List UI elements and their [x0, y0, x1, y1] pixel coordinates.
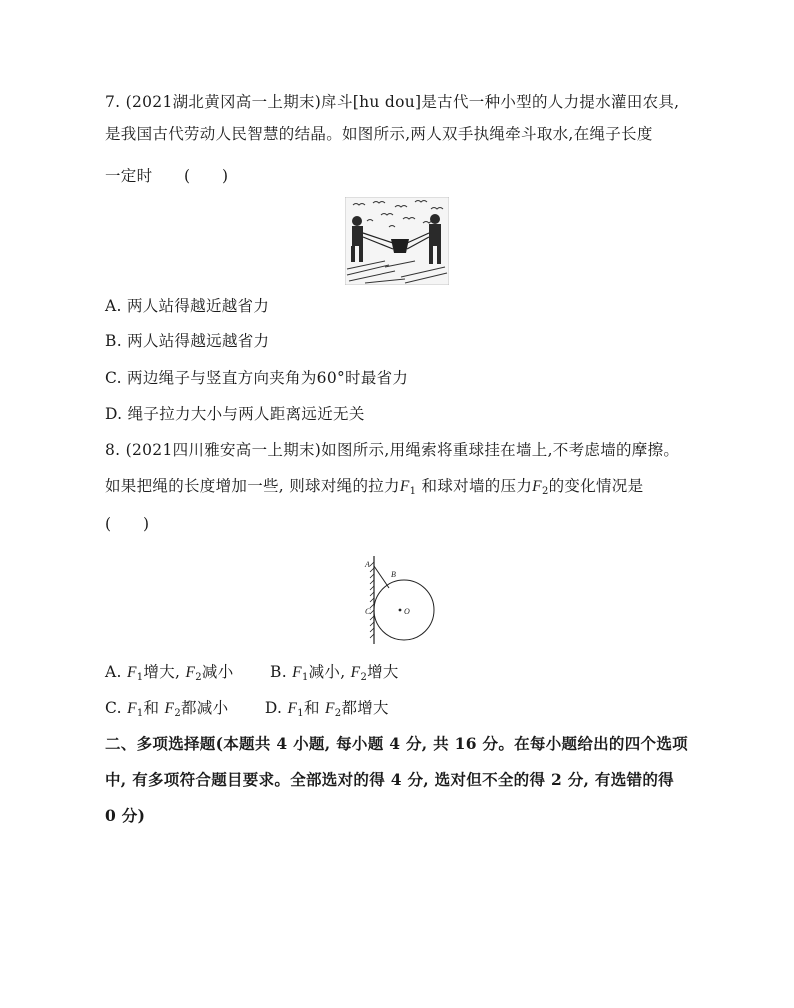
section2-heading-line-2: 中, 有多项符合题目要求。全部选对的得 4 分, 选对但不全的得 2 分, 有选错的得 — [105, 770, 674, 789]
q7-option-a: A. 两人站得越近越省力 — [105, 297, 270, 315]
q7-option-d: D. 绳子拉力大小与两人距离远近无关 — [105, 405, 365, 423]
q8-option-b: B. $F_1$减小, $F_2$增大 — [270, 663, 399, 683]
q8-option-a: A. $F_1$增大, $F_2$减小 — [105, 663, 234, 683]
q8-stem-line-3: ( ) — [105, 515, 150, 533]
q7-option-c: C. 两边绳子与竖直方向夹角为60°时最省力 — [105, 369, 409, 387]
label-b: B — [391, 570, 396, 579]
q8-options-row-2 — [105, 698, 389, 724]
label-a: A — [365, 560, 370, 569]
section2-heading-line-3: 0 分) — [105, 806, 146, 825]
q7-stem-line-1: 7. (2021湖北黄冈高一上期末)戽斗[hu dou]是古代一种小型的人力提水灌田农具, — [105, 93, 680, 111]
q8-stem-line-1: 8. (2021四川雅安高一上期末)如图所示,用绳索将重球挂在墙上,不考虑墙的摩擦。 — [105, 441, 680, 459]
q8-option-d: D. $F_1$和 $F_2$都增大 — [264, 699, 389, 719]
label-c: C — [365, 607, 371, 616]
hudou-illustration — [345, 197, 449, 285]
wall-ball-diagram — [362, 552, 440, 648]
q7-stem-line-2: 是我国古代劳动人民智慧的结晶。如图所示,两人双手执绳牵斗取水,在绳子长度 — [105, 125, 653, 143]
q7-option-b: B. 两人站得越远越省力 — [105, 332, 270, 350]
q8-option-c: C. $F_1$和 $F_2$都减小 — [105, 699, 229, 719]
q8-stem-line-2: 如果把绳的长度增加一些, 则球对绳的拉力$F_1$ 和球对墙的压力$F_2$的变化情况是 — [105, 477, 644, 497]
section2-heading-line-1: 二、多项选择题(本题共 4 小题, 每小题 4 分, 共 16 分。在每小题给出的四个选项 — [105, 734, 688, 753]
q8-options-row-1 — [105, 662, 399, 688]
q7-stem-line-3: 一定时 ( ) — [105, 167, 229, 185]
label-o: O — [404, 607, 410, 616]
